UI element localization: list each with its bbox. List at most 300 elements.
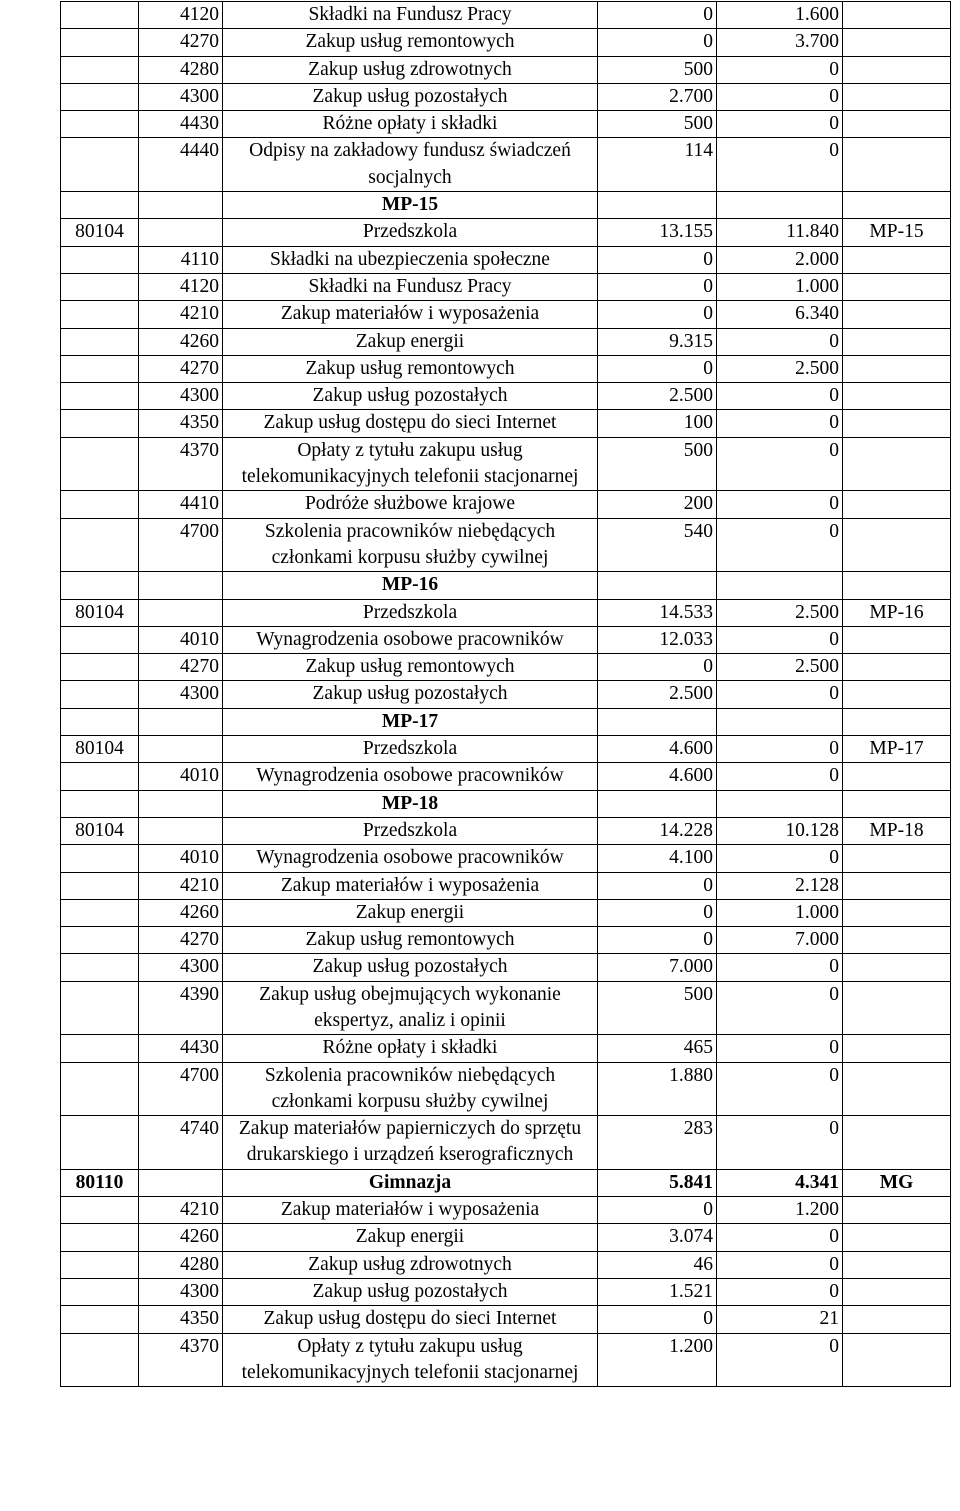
- unit-cell: [843, 246, 951, 273]
- table-row: [61, 1197, 951, 1224]
- increase-cell: 2.500: [717, 654, 843, 681]
- decrease-cell: 0: [598, 872, 717, 899]
- division-cell: [61, 273, 139, 300]
- increase-cell: 0: [717, 681, 843, 708]
- increase-cell: [717, 572, 843, 599]
- unit-cell: [843, 1062, 951, 1116]
- paragraph-cell: [139, 599, 223, 626]
- item-name-cell: Zakup usług pozostałych: [223, 681, 598, 708]
- item-name-cell: Zakup usług remontowych: [223, 927, 598, 954]
- unit-cell: [843, 518, 951, 572]
- unit-cell: [843, 572, 951, 599]
- division-cell: 80104: [61, 817, 139, 844]
- increase-cell: 0: [717, 83, 843, 110]
- paragraph-cell: 4010: [139, 626, 223, 653]
- item-name-cell: Przedszkola: [223, 817, 598, 844]
- division-cell: [61, 763, 139, 790]
- increase-cell: 11.840: [717, 219, 843, 246]
- item-name-cell: Wynagrodzenia osobowe pracowników: [223, 763, 598, 790]
- increase-cell: 0: [717, 1062, 843, 1116]
- unit-cell: [843, 654, 951, 681]
- division-cell: [61, 410, 139, 437]
- paragraph-cell: [139, 192, 223, 219]
- decrease-cell: 14.228: [598, 817, 717, 844]
- item-name-cell: Opłaty z tytułu zakupu usług telekomunikacyjnych telefonii stacjonarnej: [223, 1333, 598, 1387]
- division-cell: [61, 518, 139, 572]
- paragraph-cell: 4440: [139, 138, 223, 192]
- unit-cell: [843, 192, 951, 219]
- paragraph-cell: 4370: [139, 1333, 223, 1387]
- decrease-cell: 13.155: [598, 219, 717, 246]
- item-name-cell: Zakup materiałów i wyposażenia: [223, 1197, 598, 1224]
- decrease-cell: [598, 790, 717, 817]
- table-row: [61, 56, 951, 83]
- unit-cell: MG: [843, 1169, 951, 1196]
- increase-cell: 1.000: [717, 273, 843, 300]
- unit-cell: [843, 954, 951, 981]
- item-name-cell: Różne opłaty i składki: [223, 111, 598, 138]
- table-row: [61, 301, 951, 328]
- item-name-cell: Zakup usług zdrowotnych: [223, 1251, 598, 1278]
- decrease-cell: 500: [598, 437, 717, 491]
- decrease-cell: 2.500: [598, 681, 717, 708]
- division-cell: [61, 790, 139, 817]
- unit-cell: [843, 301, 951, 328]
- increase-cell: 1.000: [717, 899, 843, 926]
- paragraph-cell: 4210: [139, 301, 223, 328]
- item-name-cell: Wynagrodzenia osobowe pracowników: [223, 845, 598, 872]
- division-cell: [61, 1116, 139, 1170]
- increase-cell: [717, 192, 843, 219]
- increase-cell: 0: [717, 626, 843, 653]
- table-row: [61, 138, 951, 192]
- division-row: [61, 219, 951, 246]
- paragraph-cell: 4300: [139, 954, 223, 981]
- paragraph-cell: 4270: [139, 654, 223, 681]
- table-row: [61, 518, 951, 572]
- decrease-cell: 4.600: [598, 763, 717, 790]
- decrease-cell: 500: [598, 981, 717, 1035]
- table-row: [61, 899, 951, 926]
- paragraph-cell: 4740: [139, 1116, 223, 1170]
- increase-cell: 0: [717, 763, 843, 790]
- unit-cell: [843, 626, 951, 653]
- increase-cell: 2.000: [717, 246, 843, 273]
- unit-cell: [843, 681, 951, 708]
- paragraph-cell: [139, 790, 223, 817]
- unit-cell: [843, 763, 951, 790]
- unit-cell: [843, 872, 951, 899]
- table-row: [61, 1224, 951, 1251]
- paragraph-cell: 4110: [139, 246, 223, 273]
- division-cell: 80110: [61, 1169, 139, 1196]
- decrease-cell: 0: [598, 246, 717, 273]
- item-name-cell: Zakup materiałów i wyposażenia: [223, 301, 598, 328]
- division-row: [61, 1169, 951, 1196]
- paragraph-cell: 4300: [139, 383, 223, 410]
- item-name-cell: Zakup energii: [223, 899, 598, 926]
- item-name-cell: Gimnazja: [223, 1169, 598, 1196]
- division-cell: [61, 192, 139, 219]
- paragraph-cell: [139, 572, 223, 599]
- unit-cell: [843, 138, 951, 192]
- item-name-cell: Przedszkola: [223, 219, 598, 246]
- decrease-cell: 0: [598, 301, 717, 328]
- unit-cell: [843, 1278, 951, 1305]
- item-name-cell: Składki na ubezpieczenia społeczne: [223, 246, 598, 273]
- unit-cell: [843, 328, 951, 355]
- division-cell: [61, 927, 139, 954]
- paragraph-cell: 4300: [139, 1278, 223, 1305]
- decrease-cell: 0: [598, 654, 717, 681]
- paragraph-cell: 4370: [139, 437, 223, 491]
- unit-cell: [843, 273, 951, 300]
- paragraph-cell: 4010: [139, 845, 223, 872]
- table-row: [61, 954, 951, 981]
- item-name-cell: Szkolenia pracowników niebędących członkami korpusu służby cywilnej: [223, 1062, 598, 1116]
- unit-cell: [843, 927, 951, 954]
- table-row: [61, 763, 951, 790]
- increase-cell: 0: [717, 491, 843, 518]
- unit-cell: [843, 1333, 951, 1387]
- paragraph-cell: 4120: [139, 273, 223, 300]
- unit-cell: [843, 355, 951, 382]
- item-name-cell: MP-16: [223, 572, 598, 599]
- decrease-cell: [598, 708, 717, 735]
- unit-cell: [843, 1197, 951, 1224]
- unit-cell: MP-18: [843, 817, 951, 844]
- division-cell: [61, 1224, 139, 1251]
- increase-cell: 2.128: [717, 872, 843, 899]
- table-row: [61, 872, 951, 899]
- division-cell: [61, 681, 139, 708]
- paragraph-cell: [139, 708, 223, 735]
- unit-cell: [843, 437, 951, 491]
- unit-cell: [843, 383, 951, 410]
- division-cell: [61, 654, 139, 681]
- item-name-cell: Zakup energii: [223, 328, 598, 355]
- decrease-cell: 500: [598, 111, 717, 138]
- unit-cell: [843, 1224, 951, 1251]
- division-cell: [61, 2, 139, 29]
- decrease-cell: [598, 572, 717, 599]
- unit-cell: [843, 29, 951, 56]
- unit-header-row: [61, 572, 951, 599]
- item-name-cell: Zakup usług pozostałych: [223, 383, 598, 410]
- division-cell: [61, 437, 139, 491]
- table-row: [61, 1333, 951, 1387]
- paragraph-cell: 4210: [139, 872, 223, 899]
- unit-cell: [843, 1251, 951, 1278]
- division-cell: [61, 83, 139, 110]
- increase-cell: 0: [717, 138, 843, 192]
- decrease-cell: 14.533: [598, 599, 717, 626]
- division-cell: 80104: [61, 736, 139, 763]
- unit-cell: [843, 410, 951, 437]
- decrease-cell: 7.000: [598, 954, 717, 981]
- unit-header-row: [61, 708, 951, 735]
- table-row: [61, 355, 951, 382]
- increase-cell: 0: [717, 845, 843, 872]
- table-row: [61, 491, 951, 518]
- paragraph-cell: [139, 219, 223, 246]
- division-cell: [61, 708, 139, 735]
- paragraph-cell: 4430: [139, 1035, 223, 1062]
- table-row: [61, 1062, 951, 1116]
- paragraph-cell: 4120: [139, 2, 223, 29]
- unit-cell: [843, 981, 951, 1035]
- unit-cell: [843, 56, 951, 83]
- paragraph-cell: [139, 817, 223, 844]
- paragraph-cell: 4270: [139, 355, 223, 382]
- table-row: [61, 1306, 951, 1333]
- increase-cell: 2.500: [717, 355, 843, 382]
- item-name-cell: Podróże służbowe krajowe: [223, 491, 598, 518]
- paragraph-cell: 4260: [139, 328, 223, 355]
- unit-cell: [843, 790, 951, 817]
- unit-cell: [843, 845, 951, 872]
- paragraph-cell: [139, 736, 223, 763]
- increase-cell: 0: [717, 328, 843, 355]
- increase-cell: 0: [717, 736, 843, 763]
- table-row: [61, 383, 951, 410]
- decrease-cell: 100: [598, 410, 717, 437]
- item-name-cell: Zakup usług obejmujących wykonanie ekspertyz, analiz i opinii: [223, 981, 598, 1035]
- decrease-cell: 2.500: [598, 383, 717, 410]
- paragraph-cell: 4210: [139, 1197, 223, 1224]
- decrease-cell: 1.521: [598, 1278, 717, 1305]
- item-name-cell: Zakup usług remontowych: [223, 29, 598, 56]
- division-cell: [61, 845, 139, 872]
- increase-cell: 4.341: [717, 1169, 843, 1196]
- item-name-cell: Różne opłaty i składki: [223, 1035, 598, 1062]
- paragraph-cell: 4010: [139, 763, 223, 790]
- item-name-cell: MP-18: [223, 790, 598, 817]
- paragraph-cell: 4280: [139, 1251, 223, 1278]
- decrease-cell: 0: [598, 927, 717, 954]
- decrease-cell: 0: [598, 1306, 717, 1333]
- item-name-cell: Składki na Fundusz Pracy: [223, 2, 598, 29]
- item-name-cell: Zakup materiałów papierniczych do sprzętu drukarskiego i urządzeń kserograficznych: [223, 1116, 598, 1170]
- decrease-cell: 0: [598, 2, 717, 29]
- paragraph-cell: 4700: [139, 1062, 223, 1116]
- item-name-cell: Zakup usług pozostałych: [223, 954, 598, 981]
- unit-cell: [843, 1306, 951, 1333]
- division-cell: [61, 1251, 139, 1278]
- division-cell: [61, 981, 139, 1035]
- budget-table: [60, 1, 951, 1387]
- unit-cell: [843, 111, 951, 138]
- paragraph-cell: 4410: [139, 491, 223, 518]
- table-row: [61, 1116, 951, 1170]
- increase-cell: 10.128: [717, 817, 843, 844]
- decrease-cell: 0: [598, 1197, 717, 1224]
- division-cell: [61, 355, 139, 382]
- increase-cell: 1.600: [717, 2, 843, 29]
- paragraph-cell: 4260: [139, 1224, 223, 1251]
- table-row: [61, 681, 951, 708]
- paragraph-cell: 4300: [139, 681, 223, 708]
- item-name-cell: Zakup usług pozostałych: [223, 1278, 598, 1305]
- unit-header-row: [61, 192, 951, 219]
- paragraph-cell: 4700: [139, 518, 223, 572]
- increase-cell: 0: [717, 1035, 843, 1062]
- decrease-cell: 1.880: [598, 1062, 717, 1116]
- increase-cell: 0: [717, 518, 843, 572]
- item-name-cell: Zakup usług remontowych: [223, 355, 598, 382]
- paragraph-cell: 4270: [139, 29, 223, 56]
- increase-cell: 0: [717, 437, 843, 491]
- division-cell: [61, 626, 139, 653]
- decrease-cell: 540: [598, 518, 717, 572]
- table-row: [61, 273, 951, 300]
- increase-cell: 3.700: [717, 29, 843, 56]
- table-row: [61, 845, 951, 872]
- item-name-cell: Przedszkola: [223, 736, 598, 763]
- increase-cell: 0: [717, 1116, 843, 1170]
- table-row: [61, 111, 951, 138]
- item-name-cell: Zakup usług dostępu do sieci Internet: [223, 410, 598, 437]
- decrease-cell: 9.315: [598, 328, 717, 355]
- increase-cell: 1.200: [717, 1197, 843, 1224]
- item-name-cell: Zakup usług dostępu do sieci Internet: [223, 1306, 598, 1333]
- table-row: [61, 83, 951, 110]
- division-cell: [61, 954, 139, 981]
- increase-cell: [717, 790, 843, 817]
- decrease-cell: 465: [598, 1035, 717, 1062]
- division-row: [61, 599, 951, 626]
- division-row: [61, 736, 951, 763]
- division-cell: [61, 872, 139, 899]
- unit-header-row: [61, 790, 951, 817]
- unit-cell: MP-16: [843, 599, 951, 626]
- division-cell: [61, 29, 139, 56]
- table-row: [61, 1278, 951, 1305]
- increase-cell: 7.000: [717, 927, 843, 954]
- table-row: [61, 437, 951, 491]
- paragraph-cell: 4390: [139, 981, 223, 1035]
- table-row: [61, 1251, 951, 1278]
- unit-cell: [843, 1035, 951, 1062]
- table-row: [61, 410, 951, 437]
- decrease-cell: 500: [598, 56, 717, 83]
- table-row: [61, 654, 951, 681]
- item-name-cell: Odpisy na zakładowy fundusz świadczeń socjalnych: [223, 138, 598, 192]
- table-row: [61, 1035, 951, 1062]
- division-cell: [61, 328, 139, 355]
- division-cell: [61, 1278, 139, 1305]
- unit-cell: [843, 708, 951, 735]
- decrease-cell: 0: [598, 355, 717, 382]
- division-cell: [61, 301, 139, 328]
- decrease-cell: [598, 192, 717, 219]
- increase-cell: 0: [717, 56, 843, 83]
- increase-cell: 0: [717, 1278, 843, 1305]
- paragraph-cell: 4350: [139, 1306, 223, 1333]
- item-name-cell: Zakup usług pozostałych: [223, 83, 598, 110]
- division-cell: [61, 383, 139, 410]
- paragraph-cell: 4260: [139, 899, 223, 926]
- item-name-cell: Opłaty z tytułu zakupu usług telekomunikacyjnych telefonii stacjonarnej: [223, 437, 598, 491]
- decrease-cell: 4.600: [598, 736, 717, 763]
- division-cell: [61, 138, 139, 192]
- item-name-cell: Składki na Fundusz Pracy: [223, 273, 598, 300]
- division-row: [61, 817, 951, 844]
- division-cell: [61, 1306, 139, 1333]
- division-cell: [61, 1333, 139, 1387]
- increase-cell: 2.500: [717, 599, 843, 626]
- division-cell: [61, 491, 139, 518]
- division-cell: [61, 1197, 139, 1224]
- division-cell: 80104: [61, 599, 139, 626]
- increase-cell: 0: [717, 1224, 843, 1251]
- paragraph-cell: 4430: [139, 111, 223, 138]
- decrease-cell: 200: [598, 491, 717, 518]
- increase-cell: 6.340: [717, 301, 843, 328]
- increase-cell: 0: [717, 981, 843, 1035]
- table-row: [61, 29, 951, 56]
- paragraph-cell: [139, 1169, 223, 1196]
- item-name-cell: Zakup usług remontowych: [223, 654, 598, 681]
- item-name-cell: Wynagrodzenia osobowe pracowników: [223, 626, 598, 653]
- paragraph-cell: 4350: [139, 410, 223, 437]
- division-cell: [61, 111, 139, 138]
- decrease-cell: 114: [598, 138, 717, 192]
- unit-cell: [843, 491, 951, 518]
- division-cell: 80104: [61, 219, 139, 246]
- division-cell: [61, 899, 139, 926]
- unit-cell: [843, 1116, 951, 1170]
- unit-cell: [843, 83, 951, 110]
- table-row: [61, 927, 951, 954]
- decrease-cell: 5.841: [598, 1169, 717, 1196]
- division-cell: [61, 1062, 139, 1116]
- increase-cell: 21: [717, 1306, 843, 1333]
- table-row: [61, 981, 951, 1035]
- increase-cell: 0: [717, 111, 843, 138]
- item-name-cell: Zakup materiałów i wyposażenia: [223, 872, 598, 899]
- division-cell: [61, 572, 139, 599]
- budget-table-body: [61, 2, 951, 1387]
- division-cell: [61, 246, 139, 273]
- decrease-cell: 12.033: [598, 626, 717, 653]
- division-cell: [61, 56, 139, 83]
- decrease-cell: 1.200: [598, 1333, 717, 1387]
- increase-cell: 0: [717, 954, 843, 981]
- decrease-cell: 2.700: [598, 83, 717, 110]
- decrease-cell: 3.074: [598, 1224, 717, 1251]
- item-name-cell: Zakup energii: [223, 1224, 598, 1251]
- decrease-cell: 0: [598, 899, 717, 926]
- table-row: [61, 626, 951, 653]
- item-name-cell: Przedszkola: [223, 599, 598, 626]
- unit-cell: [843, 899, 951, 926]
- paragraph-cell: 4270: [139, 927, 223, 954]
- paragraph-cell: 4300: [139, 83, 223, 110]
- increase-cell: 0: [717, 383, 843, 410]
- table-row: [61, 2, 951, 29]
- decrease-cell: 283: [598, 1116, 717, 1170]
- increase-cell: [717, 708, 843, 735]
- increase-cell: 0: [717, 1333, 843, 1387]
- item-name-cell: MP-15: [223, 192, 598, 219]
- table-row: [61, 246, 951, 273]
- unit-cell: MP-15: [843, 219, 951, 246]
- decrease-cell: 4.100: [598, 845, 717, 872]
- increase-cell: 0: [717, 1251, 843, 1278]
- paragraph-cell: 4280: [139, 56, 223, 83]
- unit-cell: MP-17: [843, 736, 951, 763]
